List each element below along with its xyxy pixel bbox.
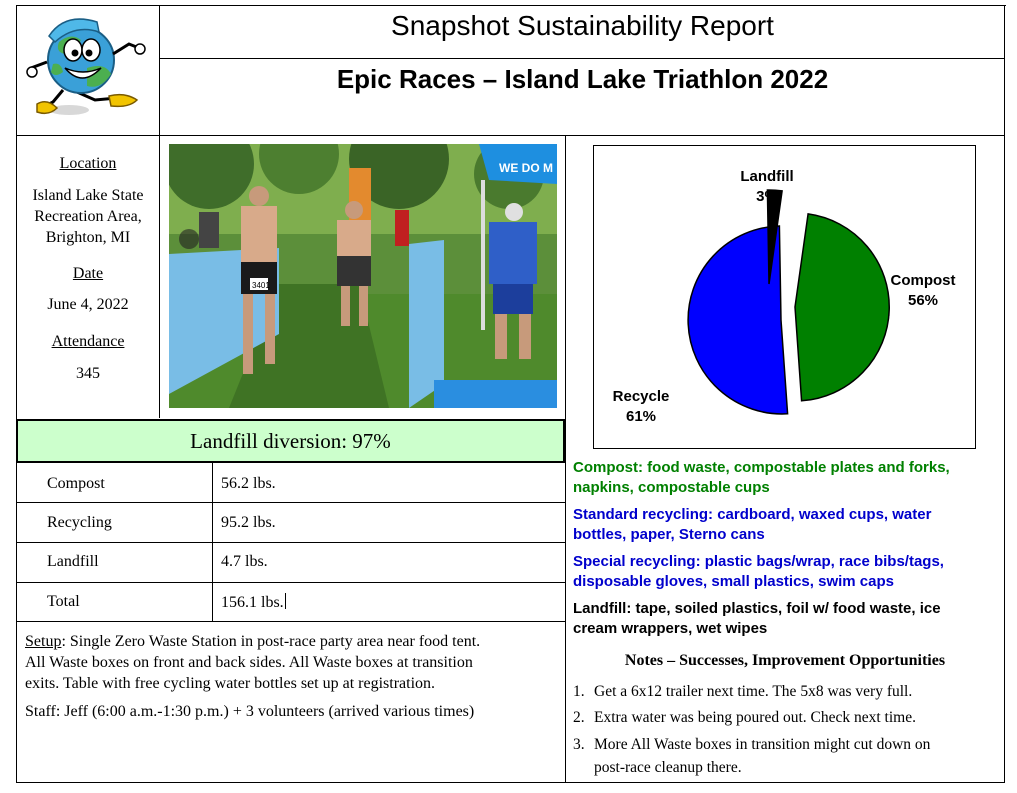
location-line-3: Brighton, MI — [45, 229, 131, 246]
total-value[interactable]: 156.1 lbs. — [221, 594, 284, 611]
label-landfill: Landfill — [740, 168, 794, 185]
pct-landfill: 3% — [756, 188, 778, 205]
diversion-banner — [16, 419, 565, 463]
waste-pie-chart — [593, 145, 976, 449]
event-title: Epic Races – Island Lake Triathlon 2022 — [336, 64, 829, 94]
tent-banner-text: WE DO M — [499, 161, 553, 175]
setup-label: Setup — [25, 633, 62, 650]
landfill-value: 4.7 lbs. — [221, 553, 268, 570]
diversion-text: Landfill diversion: 97% — [190, 429, 391, 453]
bib-number: 3401 — [252, 281, 270, 290]
category-standard-recycling: Standard recycling: cardboard, waxed cups, water bottles, paper, Sterno cans — [573, 506, 932, 543]
recycling-label: Recycling — [47, 514, 112, 531]
date-value: June 4, 2022 — [47, 296, 129, 313]
pct-compost: 56% — [907, 292, 939, 309]
note-item-2: 2. Extra water was being poured out. Check next time. — [573, 709, 916, 726]
label-recycle: Recycle — [612, 388, 670, 405]
category-landfill: Landfill: tape, soiled plastics, foil w/ food waste, ice cream wrappers, wet wipes — [573, 600, 941, 637]
label-compost: Compost — [890, 272, 956, 289]
recycling-value: 95.2 lbs. — [221, 514, 276, 531]
attendance-label: Attendance — [51, 333, 125, 350]
report-title: Snapshot Sustainability Report — [391, 10, 774, 41]
date-label: Date — [72, 265, 104, 282]
staff-line: Staff: Jeff (6:00 a.m.-1:30 p.m.) + 3 volunteers (arrived various times) — [25, 703, 475, 720]
notes-title: Notes – Successes, Improvement Opportunities — [624, 652, 946, 669]
attendance-value: 345 — [76, 365, 100, 382]
location-line-1: Island Lake State — [32, 187, 144, 204]
compost-label: Compost — [47, 475, 105, 492]
category-special-recycling: Special recycling: plastic bags/wrap, race bibs/tags, disposable gloves, small plastics, swim caps — [573, 553, 944, 590]
earth-mascot-logo — [25, 12, 150, 122]
landfill-label: Landfill — [47, 553, 99, 570]
location-line-2: Recreation Area, — [34, 208, 142, 225]
category-compost: Compost: food waste, compostable plates and forks, napkins, compostable cups — [573, 459, 950, 496]
location-label: Location — [59, 155, 117, 172]
note-item-3: 3. More All Waste boxes in transition might cut down on post-race cleanup there. — [573, 736, 931, 776]
total-label: Total — [47, 593, 80, 610]
setup-paragraph: Setup: Single Zero Waste Station in post-race party area near food tent. All Waste boxes on front and back sides. All Waste boxes at transition exits. Table with free cycling water bottles set up at registration. — [25, 633, 481, 692]
note-item-1: 1. Get a 6x12 trailer next time. The 5x8 was very full. — [573, 683, 913, 700]
race-photo — [169, 144, 557, 408]
compost-value: 56.2 lbs. — [221, 475, 276, 492]
pct-recycle: 61% — [625, 408, 657, 425]
